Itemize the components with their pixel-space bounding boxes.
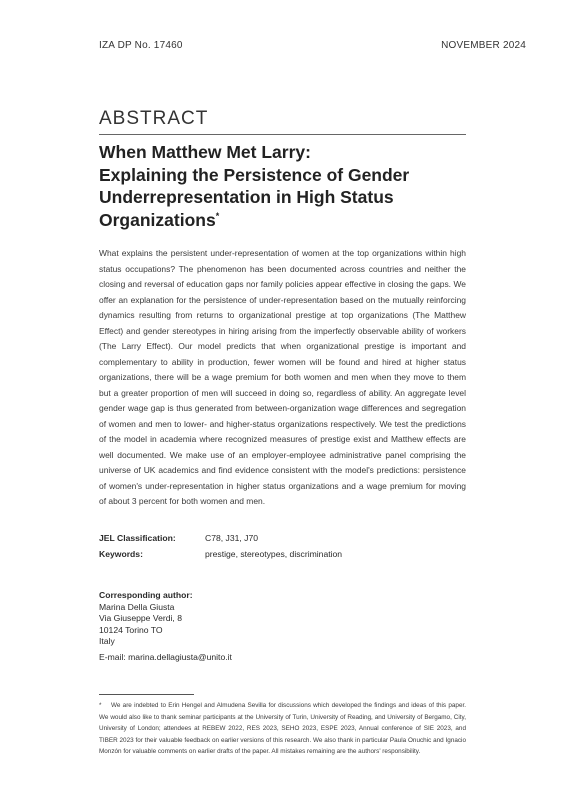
section-label: ABSTRACT (99, 108, 209, 129)
classification-block (99, 530, 466, 562)
title-line-4: Organizations (99, 209, 216, 230)
author-country: Italy (99, 636, 115, 646)
title-footnote-marker[interactable]: * (215, 210, 220, 221)
title-line-3: Underrepresentation in High Status (99, 187, 394, 207)
publication-date: NOVEMBER 2024 (441, 40, 526, 51)
keywords-value: prestige, stereotypes, discrimination (205, 549, 343, 559)
author-city: 10124 Torino TO (99, 624, 163, 635)
running-header (99, 40, 526, 51)
keywords-row (99, 546, 466, 562)
series-number: IZA DP No. 17460 (99, 40, 183, 51)
jel-label: JEL Classification: (99, 533, 176, 543)
author-name: Marina Della Giusta (99, 601, 175, 612)
paper-title (99, 141, 469, 231)
footnote-rule (99, 694, 194, 695)
jel-row (99, 530, 466, 546)
corresponding-author-heading: Corresponding author: (99, 590, 193, 600)
corresponding-author-block (99, 590, 232, 663)
author-street: Via Giuseppe Verdi, 8 (99, 613, 182, 623)
footnote-text: We are indebted to Erin Hengel and Almudena Sevilla for discussions which developed the findings and ideas of this paper. We would also like to thank seminar participants at the University of Turin, University of Reading, and University of Bergamo, City, University of London; attendees at REBEW 2022, RES 2023, SEHO 2023, ESPE 2023, Annual conference of SIE 2023, and TIBER 2023 for their valuable feedback on earlier versions of this research. We also thank in particular Paula Onuchic and Ignacio Monzón for valuable comments on earlier drafts of the paper. All mistakes remaining are the authors' responsibility. (99, 702, 466, 756)
jel-value: C78, J31, J70 (205, 533, 259, 543)
keywords-label: Keywords: (99, 549, 143, 559)
abstract-text: What explains the persistent under-representation of women at the top organizations within high status occupations? The phenomenon has been documented across countries and neither the closing and reversal of education gaps nor family policies appear effective in closing the gaps. We offer an explanation for the persistence of under-representation based on the mutually reinforcing dynamics resulting from returns to organizational prestige at top organizations (The Matthew Effect) and gender stereotypes in hiring arising from the imperfectly observable ability of workers (The Larry Effect). Our model predicts that when organizational prestige is important and complementary to ability in production, fewer women will be found and hired at higher status organizations, there will be a wage premium for both women and men when they move to them but a greater proportion of men will succeed in doing so, regardless of ability. An aggregate level gender wage gap is thus generated from between-organization wage differences and segregation of women and men to lower- and higher-status organizations respectively. We test the predictions of the model in academia where recognized measures of prestige exist and Matthew effects are well documented. We make use of an employer-employee administrative panel comprising the universe of UK academics and find evidence consistent with the model's predictions: persistence of women's under-representation in higher status organizations and a wage premium for moving of about 3 percent for both women and men. (99, 248, 466, 506)
section-rule (99, 134, 466, 135)
footnote-marker: * (99, 702, 102, 709)
author-email[interactable]: E-mail: marina.dellagiusta@unito.it (99, 651, 232, 662)
title-line-2: Explaining the Persistence of Gender (99, 164, 410, 185)
title-line-1: When Matthew Met Larry: (99, 142, 311, 162)
footnote (99, 700, 466, 758)
